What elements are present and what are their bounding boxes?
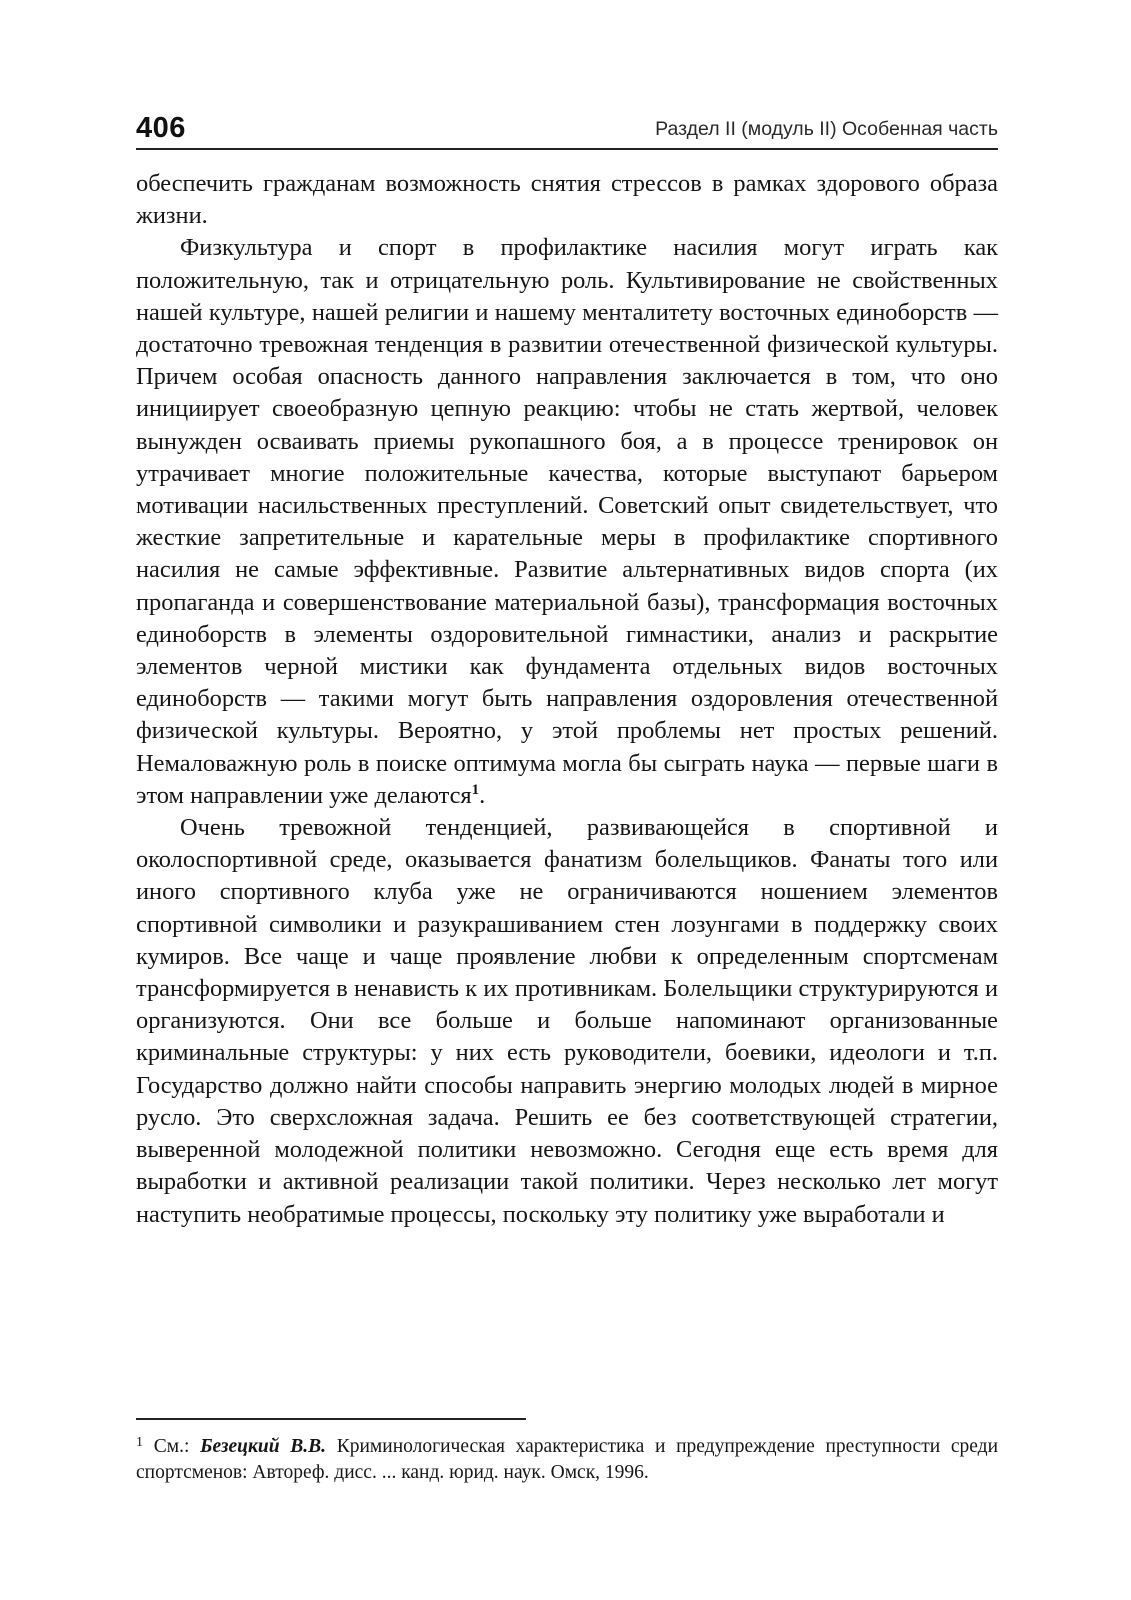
footnote-prefix: См.: xyxy=(153,1436,190,1457)
page-number: 406 xyxy=(136,112,186,144)
paragraph-1: обеспечить гражданам возможность снятия стрессов в рамках здорового образа жизни. xyxy=(136,170,998,230)
footnote-author: Безецкий В.В. xyxy=(200,1436,327,1457)
footnote-text: Криминологическая характеристика и предупреждение преступности среди спортсменов: Автореф. дисс. ... канд. юрид. наук. Омск, 1996. xyxy=(136,1436,999,1483)
paragraph-3: Очень тревожной тенденцией, развивающейся в спортивной и околоспортивной среде, оказывается фанатизм болельщиков. Фанаты того или иного спортивного клуба уже не ограничиваются ношением элементов спортивной символики и разукрашиванием стен лозунгами в поддержку своих кумиров. Все чаще и чаще проявление любви к определенным спортсменам трансформируется в ненависть к их противникам. Болельщики структурируются и организуются. Они все больше и больше напоминают организованные криминальные структуры: у них есть руководители, боевики, идеологи и т.п. Государство должно найти способы направить энергию молодых людей в мирное русло. Это сверхсложная задача. Решить ее без соответствующей стратегии, выверенной молодежной политики невозможно. Сегодня еще есть время для выработки и активной реализации такой политики. Через несколько лет могут наступить необратимые процессы, поскольку эту политику уже выработали и xyxy=(136,814,998,1228)
footnote-reference[interactable]: 1 xyxy=(471,781,480,798)
running-head xyxy=(136,108,998,150)
section-title: Раздел II (модуль II) Особенная часть xyxy=(655,118,998,140)
footnote-number: 1 xyxy=(136,1435,143,1450)
body-text xyxy=(136,168,998,1231)
footnote-separator xyxy=(136,1418,526,1420)
paragraph-2-text: Физкультура и спорт в профилактике насилия могут играть как положительную, так и отрицательную роль. Культивирование не свойственных нашей культуре, нашей религии и нашему менталитету восточных единоборств — достаточно тревожная тенденция в развитии отечественной физической культуры. Причем особая опасность данного направления заключается в том, что оно инициирует своеобразную цепную реакцию: чтобы не стать жертвой, человек вынужден осваивать приемы рукопашного боя, а в процессе тренировок он утрачивает многие положительные качества, которые выступают барьером мотивации насильственных преступлений. Советский опыт свидетельствует, что жесткие запретительные и карательные меры в профилактике спортивного насилия не самые эффективные. Развитие альтернативных видов спорта (их пропаганда и совершенствование материальной базы), трансформация восточных единоборств в элементы оздоровительной гимнастики, анализ и раскрытие элементов черной мистики как фундамента отдельных видов восточных единоборств — такими могут быть направления оздоровления отечественной физической культуры. Вероятно, у этой проблемы нет простых решений. Немаловажную роль в поиске оптимума могла бы сыграть наука — первые шаги в этом направлении уже делаются xyxy=(136,234,998,809)
paragraph-2-end: . xyxy=(479,781,486,809)
footnote xyxy=(136,1434,998,1486)
paragraph-2 xyxy=(136,232,998,812)
